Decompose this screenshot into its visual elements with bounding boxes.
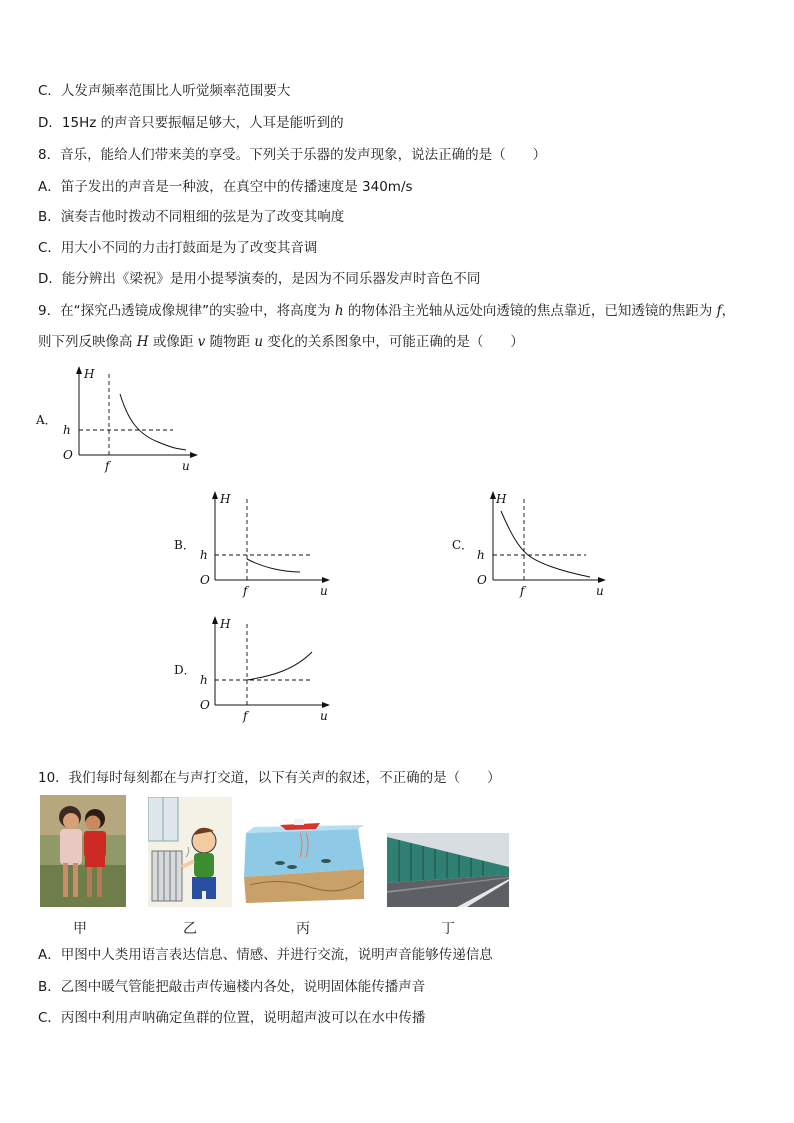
q9-graph-b [172, 487, 342, 602]
picture-jia [40, 795, 126, 911]
picture-caption: 丁 [441, 921, 455, 937]
picture-bing [240, 815, 370, 909]
q10-option-c: C．丙图中利用声呐确定鱼群的位置，说明超声波可以在水中传播 [38, 1010, 426, 1026]
q9-graph-c [450, 487, 620, 602]
graph-y-label: H [220, 492, 231, 506]
picture-yi [148, 797, 232, 911]
q9-var-u: u [254, 334, 264, 350]
q9-stem-text: 随物距 [205, 334, 255, 350]
graph-option-label: C． [452, 538, 474, 552]
graph-f-label: f [243, 584, 248, 598]
q7-option-d: D．15Hz 的声音只要振幅足够大，人耳是能听到的 [38, 115, 344, 131]
graph-f-label: f [105, 459, 110, 473]
q7-option-c: C．人发声频率范围比人听觉频率范围要大 [38, 83, 291, 99]
q9-graph-d [172, 612, 342, 727]
q9-graph-a [36, 362, 206, 477]
q9-stem-text: 则下列反映像高 [38, 334, 137, 350]
graph-origin-label: O [477, 573, 487, 587]
graph-y-label: H [84, 367, 95, 381]
q10-option-b: B．乙图中暖气管能把敲击声传遍楼内各处，说明固体能传播声音 [38, 979, 426, 995]
picture-caption: 乙 [183, 921, 197, 937]
q9-stem-text: ， [721, 303, 736, 319]
q10-option-a: A．甲图中人类用语言表达信息、情感、并进行交流，说明声音能够传递信息 [38, 947, 493, 963]
graph-h-label: h [63, 423, 71, 437]
q8-option-a: A．笛子发出的声音是一种波，在真空中的传播速度是 340m/s [38, 179, 413, 195]
graph-h-label: h [200, 548, 208, 562]
q9-stem-line1 [38, 302, 735, 320]
q9-var-v: v [197, 334, 206, 350]
q9-stem-text: 变化的关系图象中，可能正确的是（ ） [263, 334, 524, 350]
picture-caption: 丙 [296, 921, 310, 937]
q9-var-f: f [716, 303, 722, 319]
graph-origin-label: O [200, 573, 210, 587]
graph-origin-label: O [200, 698, 210, 712]
graph-y-label: H [220, 617, 231, 631]
graph-option-label: B． [174, 538, 195, 552]
graph-h-label: h [477, 548, 485, 562]
picture-caption: 甲 [73, 921, 87, 937]
picture-ding [387, 833, 509, 911]
q10-stem: 10．我们每时每刻都在与声打交道，以下有关声的叙述，不正确的是（ ） [38, 770, 501, 786]
graph-origin-label: O [63, 448, 73, 462]
q8-option-b: B．演奏吉他时拨动不同粗细的弦是为了改变其响度 [38, 209, 345, 225]
graph-y-label: H [496, 492, 507, 506]
q9-var-H: H [136, 334, 149, 350]
q9-stem-text: 的物体沿主光轴从远处向透镜的焦点靠近，已知透镜的焦距为 [343, 303, 717, 319]
q9-var-h: h [334, 303, 344, 319]
graph-x-label: u [320, 584, 328, 598]
q8-option-c: C．用大小不同的力击打鼓面是为了改变其音调 [38, 240, 318, 256]
q9-stem-text: 或像距 [148, 334, 198, 350]
graph-x-label: u [320, 709, 328, 723]
graph-option-label: D． [174, 663, 196, 677]
graph-option-label: A． [36, 413, 57, 427]
graph-h-label: h [200, 673, 208, 687]
graph-x-label: u [596, 584, 604, 598]
graph-x-label: u [182, 459, 190, 473]
q8-option-d: D．能分辨出《梁祝》是用小提琴演奏的，是因为不同乐器发声时音色不同 [38, 271, 481, 287]
q9-stem-line2 [38, 333, 524, 351]
q9-stem-text: 9．在“探究凸透镜成像规律”的实验中，将高度为 [38, 303, 335, 319]
graph-f-label: f [520, 584, 525, 598]
q8-stem: 8．音乐，能给人们带来美的享受。下列关于乐器的发声现象，说法正确的是（ ） [38, 147, 547, 163]
graph-f-label: f [243, 709, 248, 723]
